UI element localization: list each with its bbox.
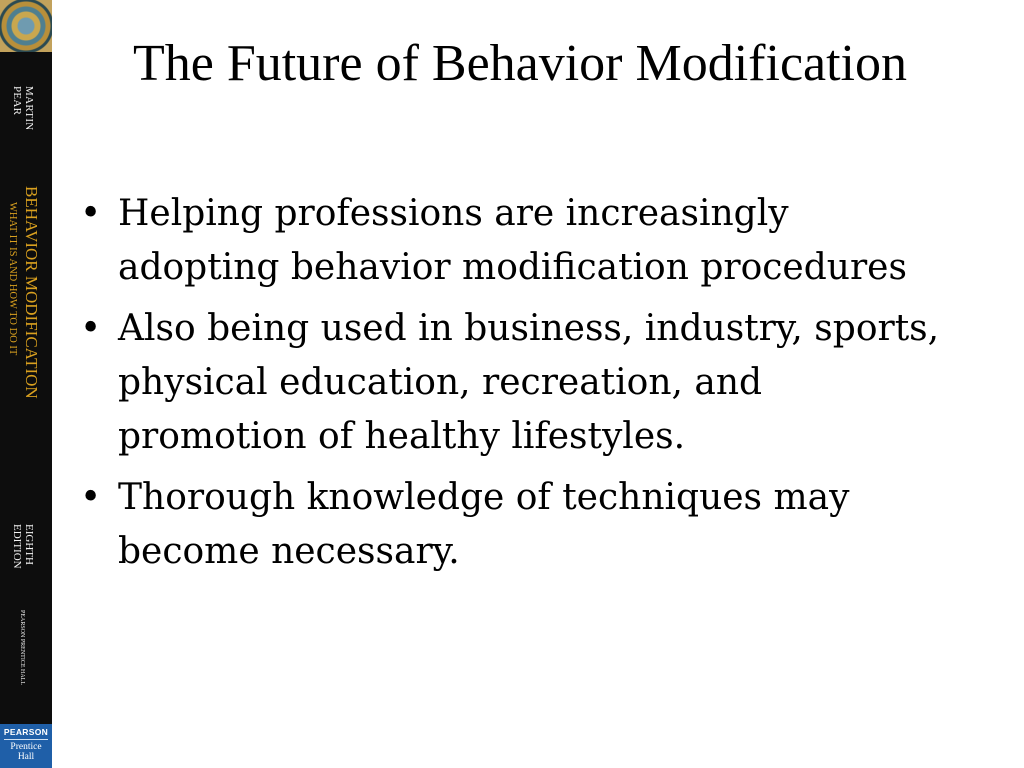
bullet-text: Thorough knowledge of techniques may become necessary. xyxy=(118,477,850,572)
bullet-text: Also being used in business, industry, sports, physical education, recreation, and promotion of healthy lifestyles. xyxy=(118,308,940,457)
pearson-logo-imprint: Prentice Hall xyxy=(10,742,42,762)
bullet-item xyxy=(80,471,940,579)
spine-author: MARTIN PEAR xyxy=(11,86,35,131)
pearson-logo xyxy=(0,724,52,768)
bullet-point-icon: • xyxy=(80,477,102,518)
bullet-point-icon: • xyxy=(80,308,102,349)
book-spine xyxy=(0,0,52,768)
spine-edition: EIGHTH EDITION xyxy=(11,524,35,569)
pearson-logo-brand: PEARSON xyxy=(3,727,49,737)
spine-publisher: PEARSON PRENTICE HALL xyxy=(19,610,25,686)
bullet-point-icon: • xyxy=(80,193,102,234)
bullet-item xyxy=(80,187,940,295)
slide-title: The Future of Behavior Modification xyxy=(132,35,908,92)
pearson-logo-divider xyxy=(4,739,48,740)
bullet-list xyxy=(80,187,940,586)
book-cover-emblem-icon xyxy=(0,0,52,52)
spine-book-subtitle: WHAT IT IS AND HOW TO DO IT xyxy=(7,202,18,356)
bullet-text: Helping professions are increasingly adopting behavior modification procedures xyxy=(118,193,907,288)
bullet-item xyxy=(80,302,940,464)
spine-book-title: BEHAVIOR MODIFICATION xyxy=(22,186,41,399)
